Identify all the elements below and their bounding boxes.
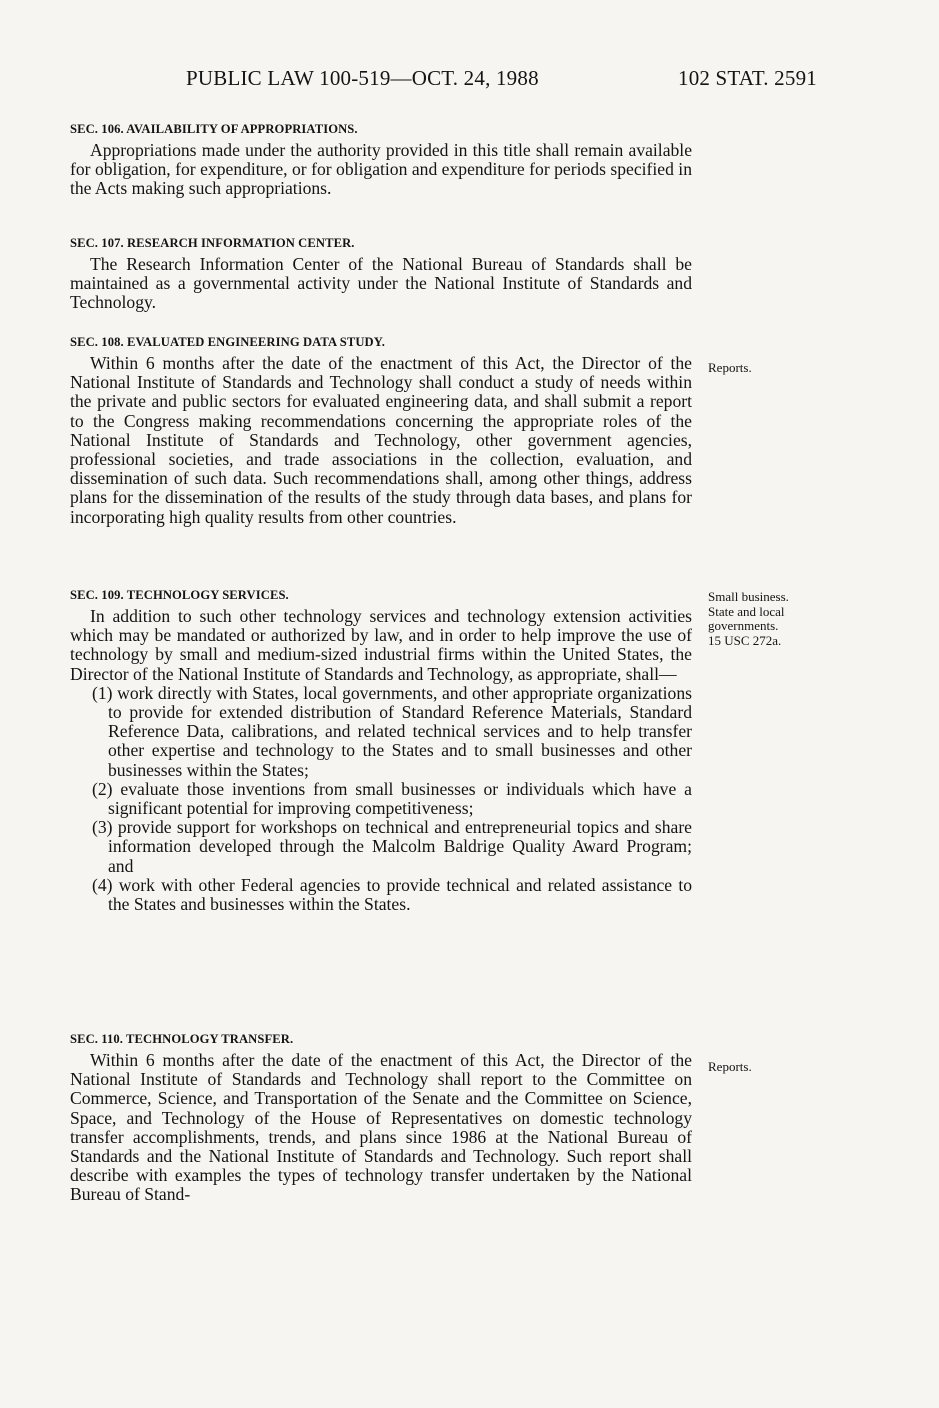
section-108-heading: SEC. 108. EVALUATED ENGINEERING DATA STUDY. xyxy=(70,335,386,349)
statute-page-number: 102 STAT. 2591 xyxy=(678,66,817,90)
section-106-paragraph: Appropriations made under the authority provided in this title shall remain available for obligation, for expenditure, or for obligation and expenditure for periods specified in the Acts making such appropriations. xyxy=(70,140,692,199)
margin-note-usc-citation: 15 USC 272a. xyxy=(708,632,782,648)
section-107-heading: SEC. 107. RESEARCH INFORMATION CENTER. xyxy=(70,236,355,250)
section-110 xyxy=(70,1030,692,1205)
section-108 xyxy=(70,333,692,527)
margin-note-reports-110: Reports. xyxy=(708,1059,752,1074)
public-law-title: PUBLIC LAW 100-519—OCT. 24, 1988 xyxy=(186,66,539,90)
section-109-item-3: (3) provide support for workshops on technical and entrepreneurial topics and share information developed through the Malcolm Baldrige Quality Award Program; and xyxy=(92,817,692,876)
page-header xyxy=(0,66,939,100)
section-109 xyxy=(70,586,692,914)
margin-note-small-business-line: Small business. xyxy=(708,589,789,604)
section-109-item-4: (4) work with other Federal agencies to provide technical and related assistance to the States and businesses within the States. xyxy=(92,874,692,915)
margin-note-state-local-line: State and local governments. xyxy=(708,603,785,633)
section-110-paragraph: Within 6 months after the date of the enactment of this Act, the Director of the National Institute of Standards and Technology shall report to the Committee on Commerce, Science, and Transportation of the Senate and the Committee on Science, Space, and Technology of the House of Representatives on domestic technology transfer accomplishments, trends, and plans since 1986 at the National Bureau of Standards and the National Institute of Standards and Technology. Such report shall describe with examples the types of technology transfer undertaken by the National Bureau of Stand- xyxy=(70,1050,692,1205)
margin-note-small-business xyxy=(708,590,826,648)
section-107 xyxy=(70,234,692,313)
section-110-heading: SEC. 110. TECHNOLOGY TRANSFER. xyxy=(70,1032,294,1046)
section-106 xyxy=(70,120,692,199)
section-107-paragraph: The Research Information Center of the National Bureau of Standards shall be maintained as a governmental activity under the National Institute of Standards and Technology. xyxy=(70,254,692,313)
section-109-item-1: (1) work directly with States, local governments, and other appropriate organizations to provide for extended distribution of Standard Reference Materials, Standard Reference Data, calibrations, and related technical services and to help transfer other expertise and technology to the States and to small businesses and other businesses within the States; xyxy=(92,682,692,780)
section-109-heading: SEC. 109. TECHNOLOGY SERVICES. xyxy=(70,588,289,602)
section-106-heading: SEC. 106. AVAILABILITY OF APPROPRIATIONS. xyxy=(70,122,358,136)
margin-note-reports-108: Reports. xyxy=(708,360,752,375)
section-109-paragraph: In addition to such other technology services and technology extension activities which may be mandated or authorized by law, and in order to help improve the use of technology by small and medium-sized industrial firms within the United States, the Director of the National Institute of Standards and Technology, as appropriate, shall— xyxy=(70,606,692,684)
section-109-item-2: (2) evaluate those inventions from small businesses or individuals which have a significant potential for improving competitiveness; xyxy=(92,778,692,819)
section-108-paragraph: Within 6 months after the date of the enactment of this Act, the Director of the National Institute of Standards and Technology shall conduct a study of needs within the private and public sectors for evaluated engineering data, and shall submit a report to the Congress making recommendations concerning the appropriate roles of the National Institute of Standards and Technology, other government agencies, professional societies, and trade associations in the collection, evaluation, and dissemination of such data. Such recommendations shall, among other things, address plans for the dissemination of the results of the study through data bases, and plans for incorporating high quality results from other countries. xyxy=(70,353,692,527)
